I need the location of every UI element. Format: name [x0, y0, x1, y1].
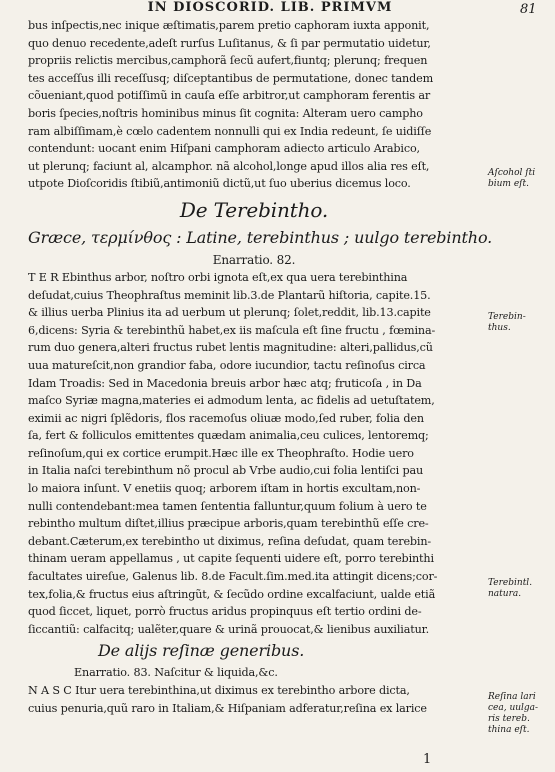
text-line: tes acceſſus illi receſſusq; diſceptantibus de permutatione, donec tandem	[28, 71, 434, 85]
section-title-resinae: De alijs reſinæ generibus.	[98, 641, 305, 661]
text-line: propriis relictis mercibus,camphorã ſecũ aufert,fiuntq; plerunq; frequen	[28, 54, 428, 68]
main-text-column	[28, 17, 493, 717]
text-line: cõueniant,quod potiſſimũ in cauſa eſſe arbitror,ut camphoram ferentis ar	[28, 89, 431, 103]
text-line: deſudat,cuius Theophraſtus meminit lib.3.de Plantarũ hiſtoria, capite.15.	[28, 288, 431, 302]
text-line: ram albiſſimam,è cœlo cadentem nonnulli qui ex India redeunt, ſe uidiſſe	[28, 124, 432, 138]
text-line: in Italia naſci terebinthum nõ procul ab Vrbe audio,cui folia lentiſci pau	[28, 464, 424, 478]
text-line: facultates uireſue, Galenus lib. 8.de Facult.ſim.med.ita attingit dicens;cor-	[28, 570, 438, 584]
text-line: ut plerunq; faciunt al, alcamphor. nã alcohol,longe apud illos alia res eſt,	[28, 159, 430, 173]
margin-note-resina-laricea: Reſina lari cea, uulga- ris tereb. thina eſt.	[488, 692, 539, 735]
text-line: N A S C Itur uera terebinthina,ut diximus ex terebintho arbore dicta,	[28, 684, 410, 697]
paragraph-camphor	[28, 17, 480, 193]
text-line: T E R Ebinthus arbor, noſtro orbi ignota eſt,ex qua uera terebinthina	[28, 270, 408, 284]
text-line: contendunt: uocant enim Hiſpani camphoram adiecto articulo Arabico,	[28, 142, 420, 156]
text-line: lo maiora inſunt. V enetiis quoq; arborem iſtam in hortis excultam,non-	[28, 482, 421, 496]
margin-note-terebinth-natura: Terebintl. natura.	[488, 578, 533, 599]
section-title-terebintho: De Terebintho.	[179, 197, 329, 222]
text-line: nulli contendebant:mea tamen ſententia falluntur,quum folium à uero te	[28, 499, 427, 513]
signature-mark: 1	[423, 752, 432, 767]
text-line: quo denuo recedente,adeſt rurſus Luſitanus, & ſi par permutatio uidetur,	[28, 36, 431, 50]
text-line: tex,folia,& fructus eius aſtringũt, & ſecũdo ordine excalfaciunt, ualde etiã	[28, 587, 436, 601]
text-line: uua matureſcit,non grandior faba, odore iucundior, tactu reſinoſus circa	[28, 358, 426, 372]
enarratio-82: Enarratio. 82.	[212, 252, 296, 267]
text-line: thinam ueram appellamus , ut capite ſequenti uidere eſt, porro terebinthi	[28, 552, 434, 566]
text-line: Idam Troadis: Sed in Macedonia breuis arbor hæc atq; fruticoſa , in Da	[28, 376, 422, 390]
text-line: 6,dicens: Syria & terebinthũ habet,ex iis maſcula eſt ſine fructu , fœmina-	[28, 323, 436, 337]
text-line: bus inſpectis,nec inique æſtimatis,parem pretio caphoram iuxta apponit,	[28, 19, 430, 32]
text-line: quod ſiccet, liquet, porrò fructus aridus propinquus eſt tertio ordini de-	[28, 605, 422, 619]
paragraph-nascitur	[28, 682, 480, 717]
paragraph-terebinthus	[28, 269, 480, 638]
running-head: IN DIOSCORID. LIB. PRIMVM	[147, 0, 393, 15]
text-line: utpote Dioſcoridis ſtibiũ,antimoniũ dictũ,ut ſuo uberius dicemus loco.	[28, 177, 411, 191]
text-line: reſinoſum,qui ex cortice erumpit.Hæc ille ex Theophraſto. Hodie uero	[28, 446, 414, 460]
text-line: & illius uerba Plinius ita ad uerbum ut plerunq; ſolet,reddit, lib.13.capite	[28, 306, 431, 320]
section-subtitle-names: Græce, τερμίνθος : Latine, terebinthus ; uulgo terebintho.	[28, 227, 493, 247]
text-line: boris ſpecies,noſtris hominibus minus ſit cognita: Alteram uero campho	[28, 106, 423, 120]
text-line: cuius penuria,quũ raro in Italiam,& Hiſpaniam adferatur,reſina ex larice	[28, 701, 427, 715]
text-line: rebintho multum diſtet,illius præcipue arboris,quam terebinthũ eſſe cre-	[28, 517, 429, 531]
margin-note-terebinthus: Terebin- thus.	[488, 312, 526, 333]
text-line: eximii ac nigri ſplẽdoris, flos racemoſus oliuæ modo,ſed ruber, folia den	[28, 411, 424, 425]
enarratio-83: Enarratio. 83. Naſcitur & liquida,&c.	[74, 666, 278, 680]
text-line: rum duo genera,alteri fructus rubet lentis magnitudine: alteri,pallidus,cũ	[28, 341, 433, 355]
margin-note-ascohol: Aſcohol ſti bium eſt.	[488, 168, 536, 189]
text-line: ſiccantiũ: calfacitq; ualẽter,quare & urinã prouocat,& lienibus auxiliatur.	[28, 622, 430, 636]
text-line: debant.Cæterum,ex terebintho ut diximus, reſina deſudat, quam terebin-	[28, 534, 432, 548]
text-line: maſco Syriæ magna,materies ei admodum lenta, ac fidelis ad uetuſtatem,	[28, 394, 435, 408]
text-line: ſa, fert & folliculos emittentes quædam animalia,ceu culices, lentoremq;	[28, 429, 429, 443]
page-number: 81	[520, 2, 537, 17]
